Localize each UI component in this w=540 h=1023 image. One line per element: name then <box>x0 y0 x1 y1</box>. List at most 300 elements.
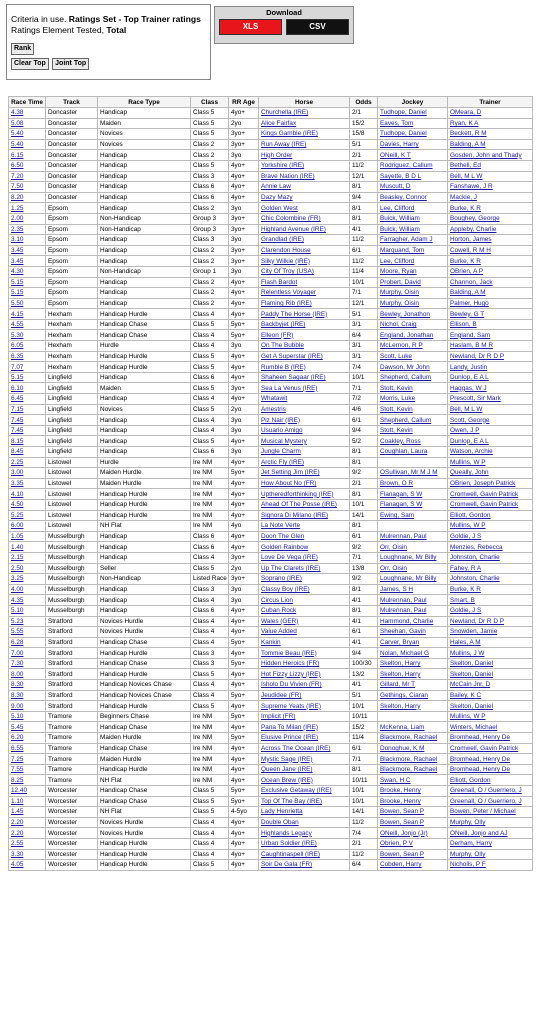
cell-jockey[interactable]: Bewley, Jonathon <box>378 309 448 320</box>
cell-jockey[interactable]: James, S H <box>378 584 448 595</box>
cell-trainer[interactable]: Skelton, Daniel <box>448 701 533 712</box>
cell-jockey[interactable]: Tudhope, Daniel <box>378 129 448 140</box>
cell-race-time[interactable]: 8.30 <box>9 680 46 691</box>
cell-horse[interactable]: Pana To Milan (IRE) <box>259 722 350 733</box>
cell-horse[interactable]: Ocean Brew (IRE) <box>259 775 350 786</box>
cell-trainer[interactable]: Burke, K R <box>448 203 533 214</box>
cell-race-time[interactable]: 5.40 <box>9 139 46 150</box>
cell-race-time[interactable]: 8.25 <box>9 775 46 786</box>
cell-horse[interactable]: Jeudidee (FR) <box>259 690 350 701</box>
cell-trainer[interactable]: Mackie, J <box>448 192 533 203</box>
cell-trainer[interactable]: Owen, J P <box>448 425 533 436</box>
cell-race-time[interactable]: 4.35 <box>9 595 46 606</box>
cell-horse[interactable]: Highlands Legacy <box>259 828 350 839</box>
cell-race-time[interactable]: 5.23 <box>9 616 46 627</box>
cell-trainer[interactable]: Bell, M L W <box>448 404 533 415</box>
cell-race-time[interactable]: 4.50 <box>9 499 46 510</box>
xls-button[interactable]: XLS <box>219 19 282 35</box>
cell-horse[interactable]: Whatawit <box>259 394 350 405</box>
cell-trainer[interactable]: OMeara, D <box>448 108 533 119</box>
cell-trainer[interactable]: Appleby, Charlie <box>448 224 533 235</box>
cell-jockey[interactable]: Beasley, Connor <box>378 192 448 203</box>
cell-trainer[interactable]: Balding, A M <box>448 288 533 299</box>
cell-jockey[interactable]: Shepherd, Callum <box>378 415 448 426</box>
cell-horse[interactable]: Supreme Yeats (IRE) <box>259 701 350 712</box>
cell-horse[interactable]: Highland Avenue (IRE) <box>259 224 350 235</box>
cell-jockey[interactable]: Muscutt, D <box>378 182 448 193</box>
cell-trainer[interactable]: Bromhead, Henry De <box>448 754 533 765</box>
cell-race-time[interactable]: 8.15 <box>9 436 46 447</box>
cell-horse[interactable]: Implicit (FR) <box>259 711 350 722</box>
column-header-class[interactable]: Class <box>191 97 229 108</box>
cell-jockey[interactable]: Ewing, Sam <box>378 510 448 521</box>
cell-trainer[interactable]: Queally, John <box>448 468 533 479</box>
cell-race-time[interactable]: 6.20 <box>9 733 46 744</box>
cell-horse[interactable]: Mystic Sage (IRE) <box>259 754 350 765</box>
cell-horse[interactable]: Elusive Prince (IRE) <box>259 733 350 744</box>
cell-race-time[interactable]: 7.25 <box>9 754 46 765</box>
cell-horse[interactable]: Kankin <box>259 637 350 648</box>
cell-race-time[interactable]: 4.55 <box>9 319 46 330</box>
cell-trainer[interactable]: Burke, K R <box>448 584 533 595</box>
cell-trainer[interactable]: Fanshawe, J R <box>448 182 533 193</box>
cell-trainer[interactable]: Scott, George <box>448 415 533 426</box>
rank-button[interactable]: Rank <box>11 43 34 55</box>
cell-jockey[interactable]: Murphy, Oisin <box>378 288 448 299</box>
cell-race-time[interactable]: 4.30 <box>9 266 46 277</box>
cell-jockey[interactable]: Bowen, Sean P <box>378 807 448 818</box>
column-header-race-time[interactable]: Race Time <box>9 97 46 108</box>
cell-horse[interactable]: Grandlad (IRE) <box>259 235 350 246</box>
cell-race-time[interactable]: 12.40 <box>9 786 46 797</box>
cell-horse[interactable]: Backbyjet (IRE) <box>259 319 350 330</box>
cell-jockey[interactable]: Carver, Bryan <box>378 637 448 648</box>
cell-trainer[interactable]: Greenall, O / Guerriero, J <box>448 786 533 797</box>
cell-horse[interactable]: Signora Di Milano (IRE) <box>259 510 350 521</box>
cell-jockey[interactable]: Probert, David <box>378 277 448 288</box>
cell-jockey[interactable]: Marquand, Tom <box>378 245 448 256</box>
cell-horse[interactable]: Dazy Mazy <box>259 192 350 203</box>
cell-horse[interactable]: Silky Wilkie (IRE) <box>259 256 350 267</box>
cell-jockey[interactable]: Mulrennan, Paul <box>378 595 448 606</box>
cell-horse[interactable]: Flaming Rib (IRE) <box>259 298 350 309</box>
cell-jockey[interactable]: Nichol, Craig <box>378 319 448 330</box>
cell-horse[interactable]: Piz Nair (IRE) <box>259 415 350 426</box>
cell-race-time[interactable]: 6.05 <box>9 341 46 352</box>
cell-jockey[interactable]: Coakley, Ross <box>378 436 448 447</box>
cell-race-time[interactable]: 3.25 <box>9 574 46 585</box>
cell-horse[interactable]: Value Added <box>259 627 350 638</box>
cell-jockey[interactable]: Buick, William <box>378 224 448 235</box>
cell-horse[interactable]: How About No (FR) <box>259 478 350 489</box>
cell-race-time[interactable]: 1.05 <box>9 531 46 542</box>
cell-horse[interactable]: Hot Fizzy Lizzy (IRE) <box>259 669 350 680</box>
cell-horse[interactable]: Musical Mystery <box>259 436 350 447</box>
cell-jockey[interactable]: Donoghue, K M <box>378 743 448 754</box>
cell-trainer[interactable]: Boughey, George <box>448 213 533 224</box>
cell-race-time[interactable]: 2.20 <box>9 817 46 828</box>
cell-jockey[interactable]: Rodriguez, Callum <box>378 160 448 171</box>
cell-jockey[interactable]: Shepherd, Callum <box>378 372 448 383</box>
cell-trainer[interactable]: Ellison, B <box>448 319 533 330</box>
cell-jockey[interactable]: Murphy, Oisin <box>378 298 448 309</box>
cell-horse[interactable]: Isholo Du Vivien (FR) <box>259 680 350 691</box>
cell-jockey[interactable]: Brown, O R <box>378 478 448 489</box>
cell-odds: 5/1 <box>350 139 378 150</box>
cell-jockey[interactable]: Brooke, Henry <box>378 786 448 797</box>
cell-horse[interactable]: City Of Troy (USA) <box>259 266 350 277</box>
cell-horse[interactable]: Sea La Venus (IRE) <box>259 383 350 394</box>
column-header-race-type[interactable]: Race Type <box>98 97 191 108</box>
cell-trainer[interactable]: Elliott, Gordon <box>448 510 533 521</box>
cell-jockey[interactable]: Bowen, Sean P <box>378 849 448 860</box>
cell-jockey[interactable]: Gillard, Mr T <box>378 680 448 691</box>
cell-jockey[interactable]: Hammond, Charlie <box>378 616 448 627</box>
cell-horse[interactable]: On The Bubble <box>259 341 350 352</box>
cell-race-time[interactable]: 3.45 <box>9 245 46 256</box>
column-header-trainer[interactable]: Trainer <box>448 97 533 108</box>
cell-race-time[interactable]: 3.10 <box>9 235 46 246</box>
cell-jockey[interactable]: Blackmore, Rachael <box>378 733 448 744</box>
cell-jockey[interactable]: Scott, Luke <box>378 351 448 362</box>
cell-trainer[interactable]: Cowell, R M H <box>448 245 533 256</box>
cell-horse[interactable]: Ahead Of The Posse (IRE) <box>259 499 350 510</box>
cell-race-time[interactable]: 2.35 <box>9 224 46 235</box>
cell-race-time[interactable]: 6.00 <box>9 521 46 532</box>
cell-trainer[interactable]: Mullins, W P <box>448 711 533 722</box>
cell-race-time[interactable]: 4.38 <box>9 108 46 119</box>
cell-horse[interactable]: Relentless Voyager <box>259 288 350 299</box>
cell-jockey[interactable]: Stott, Kevin <box>378 425 448 436</box>
cell-trainer[interactable]: Bethell, Ed <box>448 160 533 171</box>
cell-horse[interactable]: Arctic Fly (IRE) <box>259 457 350 468</box>
cell-race-time[interactable]: 4.10 <box>9 489 46 500</box>
cell-trainer[interactable]: Bailey, K C <box>448 690 533 701</box>
cell-horse[interactable]: Churchella (IRE) <box>259 108 350 119</box>
cell-jockey[interactable]: Bowen, Sean P <box>378 817 448 828</box>
cell-horse[interactable]: Urban Soldier (IRE) <box>259 838 350 849</box>
cell-race-time[interactable]: 9.00 <box>9 701 46 712</box>
cell-horse[interactable]: Circus Lion <box>259 595 350 606</box>
cell-race-time[interactable]: 3.45 <box>9 256 46 267</box>
cell-race-time[interactable]: 8.30 <box>9 690 46 701</box>
cell-race-time[interactable]: 5.45 <box>9 722 46 733</box>
cell-trainer[interactable]: Dunlop, E A L <box>448 372 533 383</box>
cell-race-time[interactable]: 6.35 <box>9 351 46 362</box>
cell-race-time[interactable]: 7.30 <box>9 658 46 669</box>
cell-race-time[interactable]: 7.00 <box>9 648 46 659</box>
cell-jockey[interactable]: McLernon, R P <box>378 341 448 352</box>
cell-race-time[interactable]: 5.08 <box>9 118 46 129</box>
cell-jockey[interactable]: Eaves, Tom <box>378 118 448 129</box>
cell-trainer[interactable]: Bell, M L W <box>448 171 533 182</box>
cell-trainer[interactable]: Winters, Michael <box>448 722 533 733</box>
cell-jockey[interactable]: Brooke, Henry <box>378 796 448 807</box>
cell-horse[interactable]: Chic Colombine (FR) <box>259 213 350 224</box>
cell-trainer[interactable]: Nicholls, P F <box>448 860 533 871</box>
column-header-odds[interactable]: Odds <box>350 97 378 108</box>
cell-jockey[interactable]: ONeill, K T <box>378 150 448 161</box>
cell-horse[interactable]: Golden Rainbow <box>259 542 350 553</box>
cell-trainer[interactable]: Mullins, W P <box>448 457 533 468</box>
cell-horse[interactable]: Rumble B (IRE) <box>259 362 350 373</box>
cell-trainer[interactable]: Haggas, W J <box>448 383 533 394</box>
cell-race-time[interactable]: 5.50 <box>9 298 46 309</box>
cell-horse[interactable]: Run Away (IRE) <box>259 139 350 150</box>
cell-race-time[interactable]: 7.07 <box>9 362 46 373</box>
cell-trainer[interactable]: Balding, A M <box>448 139 533 150</box>
cell-trainer[interactable]: Palmer, Hugo <box>448 298 533 309</box>
cell-race-time[interactable]: 7.55 <box>9 764 46 775</box>
column-header-rr-age[interactable]: RR Age <box>229 97 259 108</box>
cell-horse[interactable]: Alice Fairfax <box>259 118 350 129</box>
cell-trainer[interactable]: Greenall, O / Guerriero, J <box>448 796 533 807</box>
cell-trainer[interactable]: Elliott, Gordon <box>448 775 533 786</box>
cell-jockey[interactable]: Gethings, Ciaran <box>378 690 448 701</box>
cell-jockey[interactable]: Skelton, Harry <box>378 669 448 680</box>
cell-race-time[interactable]: 7.45 <box>9 425 46 436</box>
cell-horse[interactable]: Amestris <box>259 404 350 415</box>
cell-race-time[interactable]: 4.00 <box>9 584 46 595</box>
cell-horse[interactable]: Get A Superstar (IRE) <box>259 351 350 362</box>
cell-race-time[interactable]: 1.45 <box>9 807 46 818</box>
cell-jockey[interactable]: Sayette, B D L <box>378 171 448 182</box>
cell-race-time[interactable]: 5.15 <box>9 372 46 383</box>
cell-trainer[interactable]: Smart, B <box>448 595 533 606</box>
cell-trainer[interactable]: Gosden, John and Thady <box>448 150 533 161</box>
cell-jockey[interactable]: Dawson, Mr John <box>378 362 448 373</box>
cell-trainer[interactable]: Prescott, Sir Mark <box>448 394 533 405</box>
cell-race-time[interactable]: 5.15 <box>9 277 46 288</box>
cell-jockey[interactable]: Swan, H C <box>378 775 448 786</box>
cell-horse[interactable]: Lady Henrietta <box>259 807 350 818</box>
cell-trainer[interactable]: Watson, Archie <box>448 447 533 458</box>
cell-race-time[interactable]: 8.45 <box>9 447 46 458</box>
cell-jockey[interactable]: McKenna, Liam <box>378 722 448 733</box>
cell-horse[interactable]: Exclusive Getaway (IRE) <box>259 786 350 797</box>
cell-jockey[interactable]: Obrien, P V <box>378 838 448 849</box>
cell-race-time[interactable]: 3.30 <box>9 849 46 860</box>
cell-trainer[interactable]: Bewley, G T <box>448 309 533 320</box>
cell-jockey[interactable]: Skelton, Harry <box>378 701 448 712</box>
joint-top-button[interactable]: Joint Top <box>52 58 89 70</box>
cell-trainer[interactable]: Bromhead, Henry De <box>448 764 533 775</box>
cell-trainer[interactable]: Johnston, Charlie <box>448 552 533 563</box>
cell-trainer[interactable]: Goldie, J S <box>448 605 533 616</box>
cell-race-time[interactable]: 6.45 <box>9 394 46 405</box>
cell-trainer[interactable]: Bromhead, Henry De <box>448 733 533 744</box>
cell-jockey[interactable]: Blackmore, Rachael <box>378 764 448 775</box>
cell-race-time[interactable]: 1.25 <box>9 203 46 214</box>
cell-race-time[interactable]: 6.28 <box>9 637 46 648</box>
cell-horse[interactable]: Jungle Charm <box>259 447 350 458</box>
cell-horse[interactable]: Wales (GER) <box>259 616 350 627</box>
cell-trainer[interactable]: Dunlop, E A L <box>448 436 533 447</box>
cell-jockey[interactable]: ONeill, Jonjo (Jr) <box>378 828 448 839</box>
cell-trainer[interactable]: Landy, Justin <box>448 362 533 373</box>
cell-horse[interactable]: Classy Boy (IRE) <box>259 584 350 595</box>
cell-trainer[interactable]: Goldie, J S <box>448 531 533 542</box>
cell-jockey[interactable]: Morris, Luke <box>378 394 448 405</box>
cell-jockey[interactable]: Lee, Clifford <box>378 256 448 267</box>
cell-horse[interactable]: Kings Gamble (IRE) <box>259 129 350 140</box>
cell-trainer[interactable]: ONeill, Jonjo and AJ <box>448 828 533 839</box>
cell-horse[interactable]: Soprano (IRE) <box>259 574 350 585</box>
cell-jockey[interactable]: Skelton, Harry <box>378 658 448 669</box>
cell-race-time[interactable]: 5.10 <box>9 711 46 722</box>
cell-race-time[interactable]: 5.10 <box>9 605 46 616</box>
column-header-horse[interactable]: Horse <box>259 97 350 108</box>
cell-race-time[interactable]: 3.00 <box>9 468 46 479</box>
cell-trainer[interactable]: Bowen, Peter / Michael <box>448 807 533 818</box>
cell-race-time[interactable]: 7.50 <box>9 182 46 193</box>
cell-horse[interactable]: Tommie Beau (IRE) <box>259 648 350 659</box>
cell-trainer[interactable]: England, Sam <box>448 330 533 341</box>
cell-horse[interactable]: Double Oban <box>259 817 350 828</box>
cell-race-time[interactable]: 1.10 <box>9 796 46 807</box>
cell-race-time[interactable]: 5.30 <box>9 330 46 341</box>
cell-race-time[interactable]: 2.00 <box>9 213 46 224</box>
cell-jockey[interactable]: Buick, William <box>378 213 448 224</box>
cell-trainer[interactable]: Johnston, Charlie <box>448 574 533 585</box>
cell-trainer[interactable]: Derham, Harry <box>448 838 533 849</box>
cell-trainer[interactable]: Fahey, R A <box>448 563 533 574</box>
cell-race-time[interactable]: 5.55 <box>9 627 46 638</box>
column-header-track[interactable]: Track <box>46 97 98 108</box>
cell-horse[interactable]: Shaheen Sagaar (IRE) <box>259 372 350 383</box>
column-header-jockey[interactable]: Jockey <box>378 97 448 108</box>
cell-jockey[interactable]: Tudhope, Daniel <box>378 108 448 119</box>
cell-horse[interactable]: Doon The Glen <box>259 531 350 542</box>
cell-race-time[interactable]: 5.15 <box>9 288 46 299</box>
cell-horse[interactable]: Clarendon House <box>259 245 350 256</box>
cell-race-time[interactable]: 6.10 <box>9 383 46 394</box>
cell-horse[interactable]: Paddy The Horse (IRE) <box>259 309 350 320</box>
cell-jockey[interactable]: Moore, Ryan <box>378 266 448 277</box>
cell-race-time[interactable]: 8.20 <box>9 192 46 203</box>
cell-trainer[interactable]: Murphy, Olly <box>448 817 533 828</box>
cell-jockey[interactable]: OSullivan, Mr M J M <box>378 468 448 479</box>
cell-horse[interactable]: Top Of The Bay (IRE) <box>259 796 350 807</box>
cell-trainer[interactable]: Skelton, Daniel <box>448 669 533 680</box>
cell-jockey[interactable]: Loughnane, Mr Billy <box>378 574 448 585</box>
cell-jockey[interactable]: Coughlan, Laura <box>378 447 448 458</box>
cell-race-time[interactable]: 5.25 <box>9 510 46 521</box>
cell-horse[interactable]: Flash Bardot <box>259 277 350 288</box>
cell-horse[interactable]: Caughtinaspell (IRE) <box>259 849 350 860</box>
cell-race-time[interactable]: 3.35 <box>9 478 46 489</box>
cell-trainer[interactable]: Mullins, W P <box>448 521 533 532</box>
cell-trainer[interactable]: McCain Jnr, D <box>448 680 533 691</box>
cell-horse[interactable]: Love De Vega (IRE) <box>259 552 350 563</box>
cell-jockey[interactable]: Stott, Kevin <box>378 404 448 415</box>
cell-race-time[interactable]: 7.20 <box>9 171 46 182</box>
cell-jockey[interactable]: Farragher, Adam J <box>378 235 448 246</box>
cell-horse[interactable]: High Order <box>259 150 350 161</box>
cell-trainer[interactable]: Ryan, K A <box>448 118 533 129</box>
cell-trainer[interactable]: Murphy, Olly <box>448 849 533 860</box>
cell-trainer[interactable]: Cromwell, Gavin Patrick <box>448 499 533 510</box>
cell-trainer[interactable]: Mullins, J W <box>448 648 533 659</box>
cell-jockey[interactable]: Cobden, Harry <box>378 860 448 871</box>
cell-trainer[interactable]: Newland, Dr R D P <box>448 351 533 362</box>
cell-horse[interactable]: Annie Law <box>259 182 350 193</box>
cell-horse[interactable]: Soir De Gala (FR) <box>259 860 350 871</box>
cell-race-time[interactable]: 4.15 <box>9 309 46 320</box>
cell-trainer[interactable]: Channon, Jack <box>448 277 533 288</box>
cell-jockey[interactable]: Stott, Kevin <box>378 383 448 394</box>
cell-race-time[interactable]: 4.05 <box>9 860 46 871</box>
cell-race-time[interactable]: 6.15 <box>9 150 46 161</box>
cell-jockey[interactable]: Blackmore, Rachael <box>378 754 448 765</box>
cell-trainer[interactable]: OBrien, Joseph Patrick <box>448 478 533 489</box>
clear-top-button[interactable]: Clear Top <box>11 58 49 70</box>
cell-jockey[interactable]: Davies, Harry <box>378 139 448 150</box>
csv-button[interactable]: CSV <box>286 19 349 35</box>
cell-race-time[interactable]: 2.15 <box>9 552 46 563</box>
cell-jockey[interactable]: Mulrennan, Paul <box>378 531 448 542</box>
cell-trainer[interactable]: Horton, James <box>448 235 533 246</box>
cell-trainer[interactable]: OBrien, A P <box>448 266 533 277</box>
cell-race-time[interactable]: 2.20 <box>9 828 46 839</box>
cell-race-time[interactable]: 5.40 <box>9 129 46 140</box>
cell-jockey[interactable]: Sheehan, Gavin <box>378 627 448 638</box>
cell-jockey[interactable]: Loughnane, Mr Billy <box>378 552 448 563</box>
cell-jockey[interactable]: Orr, Oisin <box>378 542 448 553</box>
cell-trainer[interactable]: Menzies, Rebecca <box>448 542 533 553</box>
cell-trainer[interactable]: Haslam, B M R <box>448 341 533 352</box>
cell-horse[interactable]: Across The Ocean (IRE) <box>259 743 350 754</box>
cell-race-time[interactable]: 8.00 <box>9 669 46 680</box>
cell-race-time[interactable]: 7.15 <box>9 404 46 415</box>
cell-jockey[interactable]: Nolan, Michael G <box>378 648 448 659</box>
cell-horse[interactable]: Queen Jane (IRE) <box>259 764 350 775</box>
cell-horse[interactable]: Cuban Rock <box>259 605 350 616</box>
cell-jockey[interactable]: Lee, Clifford <box>378 203 448 214</box>
cell-horse[interactable]: Hidden Heroics (FR) <box>259 658 350 669</box>
cell-jockey[interactable]: England, Jonathan <box>378 330 448 341</box>
cell-trainer[interactable]: Newland, Dr R D P <box>448 616 533 627</box>
cell-horse[interactable]: Yorkshire (IRE) <box>259 160 350 171</box>
cell-horse[interactable]: Up The Clarets (IRE) <box>259 563 350 574</box>
cell-jockey[interactable]: Orr, Oisin <box>378 563 448 574</box>
cell-trainer[interactable]: Cromwell, Gavin Patrick <box>448 743 533 754</box>
cell-trainer[interactable]: Burke, K R <box>448 256 533 267</box>
cell-horse[interactable]: Usuario Amigo <box>259 425 350 436</box>
cell-trainer[interactable]: Beckett, R M <box>448 129 533 140</box>
cell-race-time[interactable]: 6.55 <box>9 743 46 754</box>
cell-race-time[interactable]: 2.50 <box>9 563 46 574</box>
cell-jockey[interactable]: Flanagan, S W <box>378 489 448 500</box>
cell-jockey[interactable]: Mulrennan, Paul <box>378 605 448 616</box>
cell-horse[interactable]: La Note Verte <box>259 521 350 532</box>
cell-race-time[interactable]: 1.40 <box>9 542 46 553</box>
cell-horse[interactable]: Elleon (FR) <box>259 330 350 341</box>
cell-race-time[interactable]: 6.50 <box>9 160 46 171</box>
cell-horse[interactable]: Brave Nation (IRE) <box>259 171 350 182</box>
cell-trainer[interactable]: Cromwell, Gavin Patrick <box>448 489 533 500</box>
cell-race-time[interactable]: 7.45 <box>9 415 46 426</box>
cell-jockey[interactable]: Flanagan, S W <box>378 499 448 510</box>
cell-horse[interactable]: Golden West <box>259 203 350 214</box>
cell-trainer[interactable]: Hales, A M <box>448 637 533 648</box>
cell-horse[interactable]: Uptheredforthinking (IRE) <box>259 489 350 500</box>
cell-race-time[interactable]: 2.25 <box>9 457 46 468</box>
cell-race-time[interactable]: 2.55 <box>9 838 46 849</box>
cell-horse[interactable]: Jet Setting Jim (IRE) <box>259 468 350 479</box>
cell-trainer[interactable]: Skelton, Daniel <box>448 658 533 669</box>
cell-trainer[interactable]: Snowden, Jamie <box>448 627 533 638</box>
